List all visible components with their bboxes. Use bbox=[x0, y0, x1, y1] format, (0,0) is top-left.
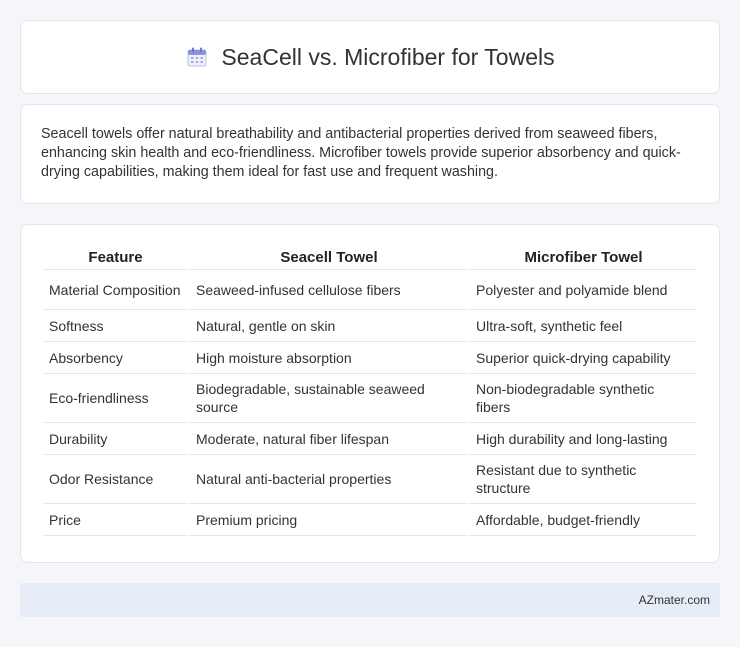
table-card bbox=[20, 224, 720, 563]
feature-cell: Odor Resistance bbox=[43, 455, 189, 504]
feature-cell: Durability bbox=[43, 423, 189, 455]
feature-cell: Material Composition bbox=[43, 270, 189, 310]
footer bbox=[20, 583, 720, 617]
seacell-cell: High moisture absorption bbox=[189, 342, 469, 374]
title-card bbox=[20, 20, 720, 94]
microfiber-cell: High durability and long-lasting bbox=[469, 423, 697, 455]
page-title: SeaCell vs. Microfiber for Towels bbox=[221, 43, 555, 70]
table-row bbox=[43, 270, 697, 310]
header-seacell: Seacell Towel bbox=[189, 245, 469, 270]
calendar-icon bbox=[185, 45, 209, 69]
microfiber-cell: Polyester and polyamide blend bbox=[469, 270, 697, 310]
feature-cell: Eco-friendliness bbox=[43, 374, 189, 423]
table-row bbox=[43, 504, 697, 536]
seacell-cell: Natural, gentle on skin bbox=[189, 310, 469, 342]
table-row bbox=[43, 455, 697, 504]
intro-text: Seacell towels offer natural breathability and antibacterial properties derived from seaweed fibers, enhancing skin health and eco-friendliness. Microfiber towels provide superior absorbency and quick-drying capabilities, making them ideal for fast use and frequent washing. bbox=[41, 126, 681, 180]
microfiber-cell: Non-biodegradable synthetic fibers bbox=[469, 374, 697, 423]
table-header-row bbox=[43, 245, 697, 270]
footer-site-link[interactable]: AZmater.com bbox=[638, 593, 710, 607]
header-feature: Feature bbox=[43, 245, 189, 270]
table-row bbox=[43, 342, 697, 374]
table-row bbox=[43, 374, 697, 423]
seacell-cell: Seaweed-infused cellulose fibers bbox=[189, 270, 469, 310]
microfiber-cell: Ultra-soft, synthetic feel bbox=[469, 310, 697, 342]
header-microfiber: Microfiber Towel bbox=[469, 245, 697, 270]
feature-cell: Softness bbox=[43, 310, 189, 342]
seacell-cell: Natural anti-bacterial properties bbox=[189, 455, 469, 504]
intro-card bbox=[20, 104, 720, 204]
table-row bbox=[43, 310, 697, 342]
table-row bbox=[43, 423, 697, 455]
microfiber-cell: Superior quick-drying capability bbox=[469, 342, 697, 374]
seacell-cell: Biodegradable, sustainable seaweed source bbox=[189, 374, 469, 423]
seacell-cell: Moderate, natural fiber lifespan bbox=[189, 423, 469, 455]
microfiber-cell: Resistant due to synthetic structure bbox=[469, 455, 697, 504]
seacell-cell: Premium pricing bbox=[189, 504, 469, 536]
feature-cell: Absorbency bbox=[43, 342, 189, 374]
microfiber-cell: Affordable, budget-friendly bbox=[469, 504, 697, 536]
feature-cell: Price bbox=[43, 504, 189, 536]
comparison-table bbox=[43, 245, 697, 536]
